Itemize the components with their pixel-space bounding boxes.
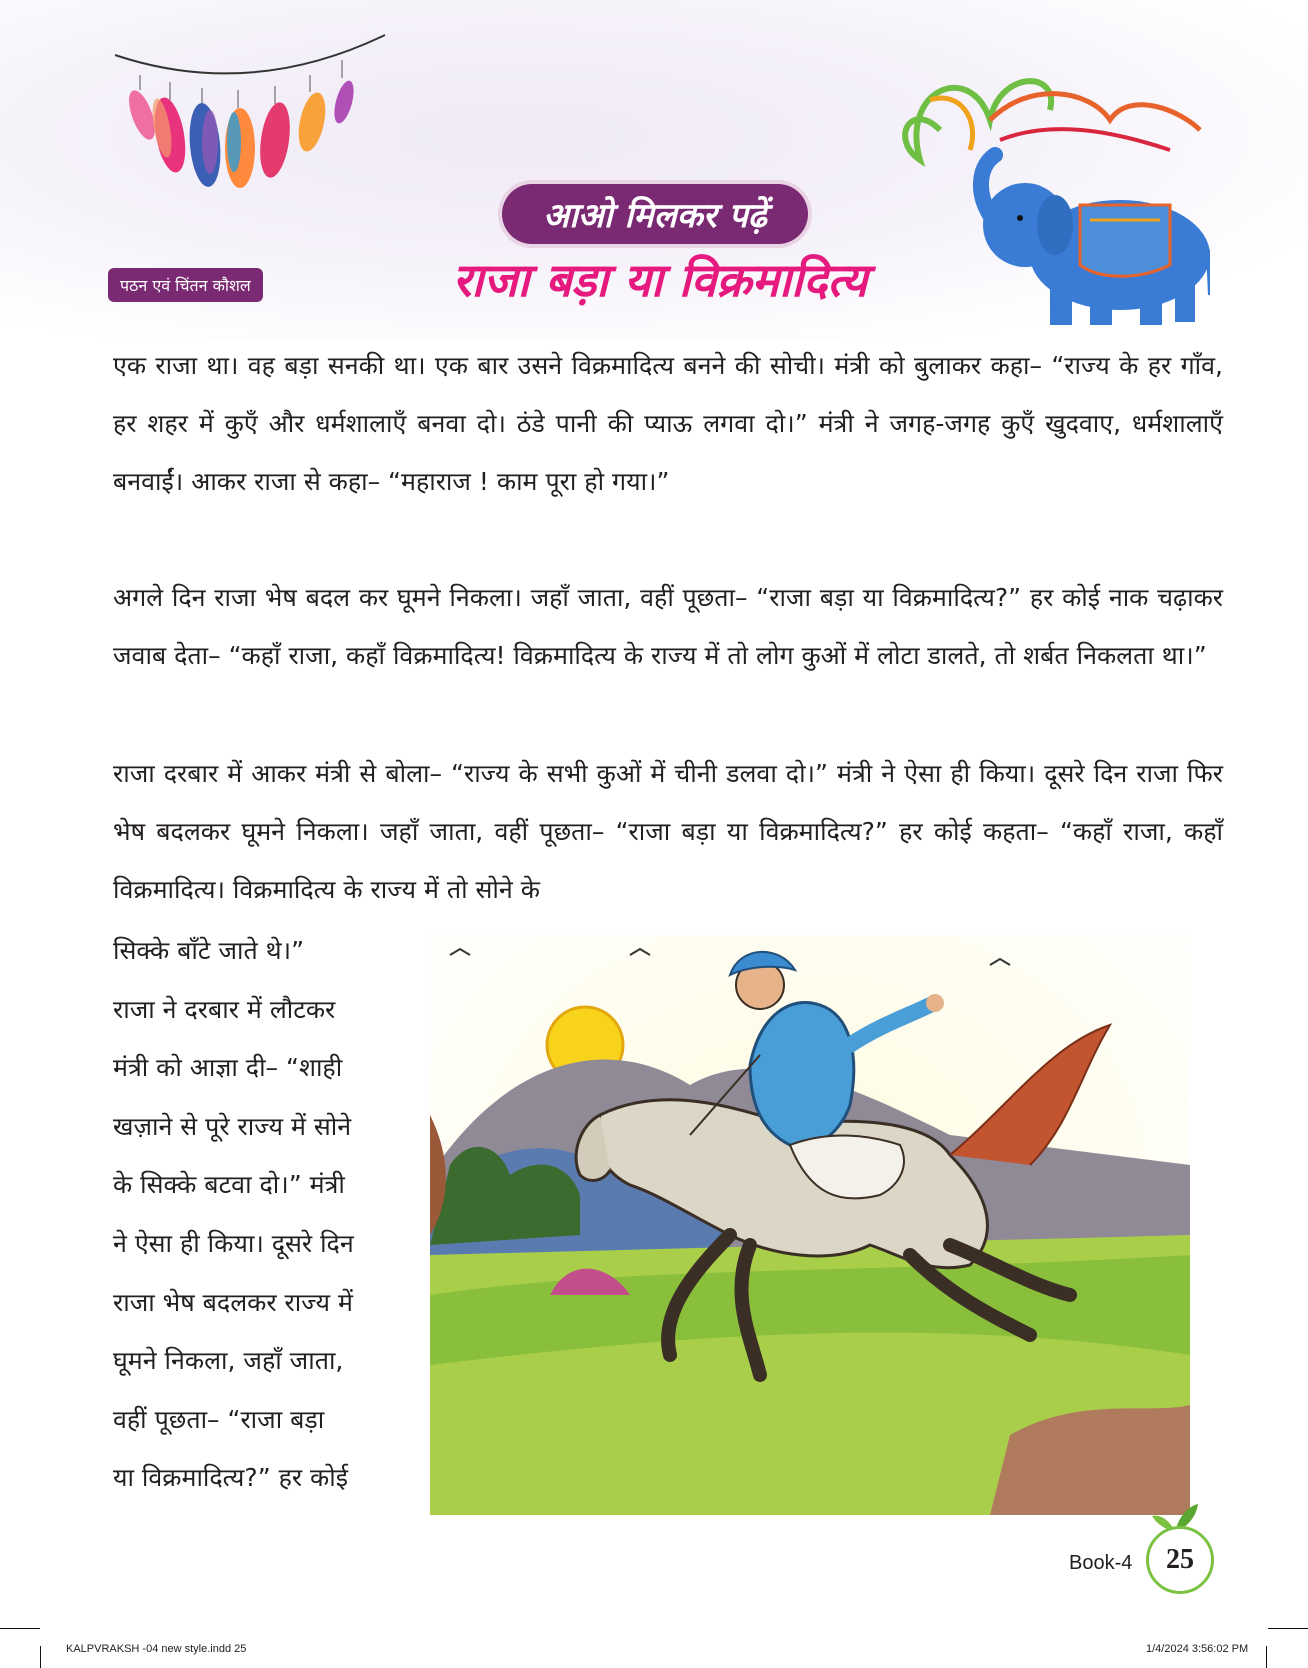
slug-file: KALPVRAKSH -04 new style.indd 25 (66, 1643, 247, 1655)
text-line: मंत्री को आज्ञा दी– “शाही (113, 1053, 343, 1083)
text-line: या विक्रमादित्य?” हर कोई (113, 1463, 348, 1493)
text-line: वहीं पूछता– “राजा बड़ा (113, 1404, 325, 1434)
text-line: सिक्के बाँटे जाते थे।” (113, 936, 305, 965)
crop-mark (1268, 1628, 1308, 1629)
book-label: Book-4 (1069, 1552, 1133, 1574)
king-on-horse-illustration (430, 935, 1190, 1515)
crop-mark (40, 1646, 41, 1668)
section-label: आओ मिलकर पढ़ें (543, 196, 767, 236)
feather-garland-illustration (110, 30, 390, 210)
skill-tag: पठन एवं चिंतन कौशल (108, 268, 263, 302)
page-title: राजा बड़ा या विक्रमादित्य (452, 253, 868, 307)
page-number: 25 (1146, 1526, 1214, 1594)
text-line: के सिक्के बटवा दो।” मंत्री (113, 1170, 345, 1200)
section-label-pill (502, 184, 808, 244)
paragraph-3: राजा दरबार में आकर मंत्री से बोला– “राज्य के सभी कुओं में चीनी डलवा दो।” मंत्री ने ऐसा ही किया। दूसरे दिन राजा फिर भेष बदलकर घूमने निकला। जहाँ जाता, वहीं पूछता– “राजा बड़ा या विक्रमादित्य?” हर कोई कहता– “कहाँ राजा, कहाँ विक्रमादित्य। विक्रमादित्य के राज्य में तो सोने के (113, 759, 1223, 904)
text-line: राजा भेष बदलकर राज्य में (113, 1287, 353, 1317)
text-line: ने ऐसा ही किया। दूसरे दिन (113, 1228, 354, 1258)
elephant-illustration (880, 50, 1210, 340)
crop-mark (0, 1628, 40, 1629)
text-line: राजा ने दरबार में लौटकर (113, 994, 336, 1024)
paragraph-2: अगले दिन राजा भेष बदल कर घूमने निकला। जहाँ जाता, वहीं पूछता– “राजा बड़ा या विक्रमादित्य?” हर कोई नाक चढ़ाकर जवाब देता– “कहाँ राजा, कहाँ विक्रमादित्य! विक्रमादित्य के राज्य में तो लोग कुओं में लोटा डालते, तो शर्बत निकलता था।” (113, 583, 1223, 670)
slug-date: 1/4/2024 3:56:02 PM (1146, 1643, 1249, 1655)
crop-mark (1266, 1646, 1267, 1668)
narrow-text-column (113, 936, 403, 1508)
text-line: खज़ाने से पूरे राज्य में सोने (113, 1111, 352, 1141)
text-line: घूमने निकला, जहाँ जाता, (113, 1346, 344, 1376)
paragraph-1: एक राजा था। वह बड़ा सनकी था। एक बार उसने विक्रमादित्य बनने की सोची। मंत्री को बुलाकर कहा– “राज्य के हर गाँव, हर शहर में कुएँ और धर्मशालाएँ बनवा दो। ठंडे पानी की प्याऊ लगवा दो।” मंत्री ने जगह-जगह कुएँ खुदवाए, धर्मशालाएँ बनवाईं। आकर राजा से कहा– “महाराज ! काम पूरा हो गया।” (113, 351, 1223, 496)
